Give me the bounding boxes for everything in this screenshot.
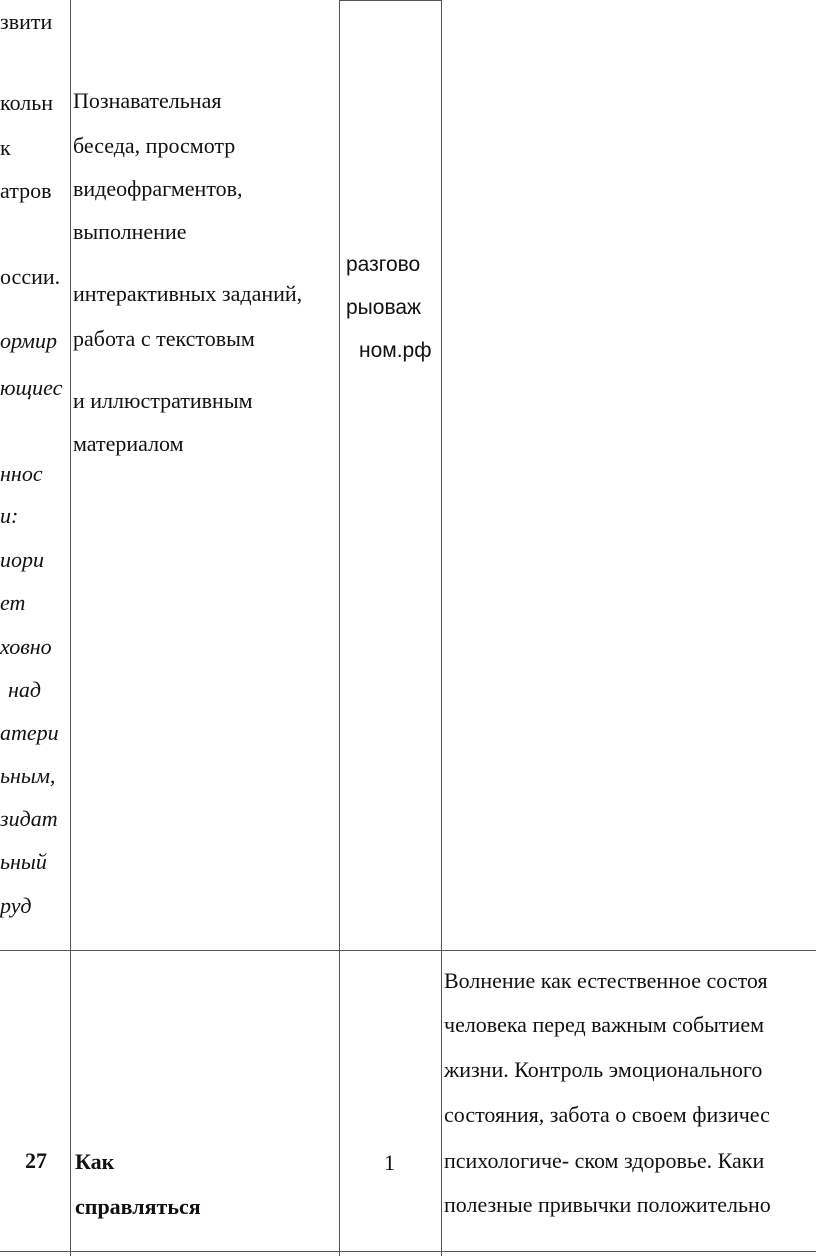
activities-line: выполнение <box>73 219 187 244</box>
table-border-activities-col <box>339 0 340 1256</box>
activities-line: интерактивных заданий, <box>73 281 303 306</box>
lesson-content-line: жизни. Контроль эмоционального <box>444 1057 763 1082</box>
col1-italic-fragment: иори <box>0 547 44 572</box>
lesson-title-line: справляться <box>75 1194 201 1219</box>
col1-italic-fragment: ьным, <box>0 763 56 788</box>
table-bottom-border <box>0 1251 816 1252</box>
col1-italic-fragment: атери <box>0 720 59 745</box>
lesson-content-line: Волнение как естественное состоя <box>444 968 768 993</box>
col1-fragment: кольн <box>0 90 54 115</box>
resource-line: рыоваж <box>346 296 422 319</box>
lesson-content-line: психологиче- ском здоровье. Каки <box>444 1148 765 1173</box>
col1-italic-fragment: ет <box>0 590 26 615</box>
col1-fragment: звити <box>0 9 53 34</box>
col1-fragment: к <box>0 135 11 160</box>
col1-fragment: оссии. <box>0 264 61 289</box>
activities-line: работа с текстовым <box>73 326 255 351</box>
col1-italic-fragment: и: <box>0 503 19 528</box>
row-number: 27 <box>25 1148 47 1173</box>
activities-line: Познавательная <box>73 88 222 113</box>
table-border-resource-col <box>441 0 442 1256</box>
activities-line: и иллюстративным <box>73 388 253 413</box>
table-row-top-border <box>339 0 442 1</box>
col1-italic-fragment: руд <box>0 893 32 918</box>
activities-line: беседа, просмотр <box>73 133 236 158</box>
col1-italic-fragment: ннос <box>0 461 43 486</box>
table-border-left-col <box>70 0 71 1256</box>
lesson-content-line: состояния, забота о своем физичес <box>444 1102 770 1127</box>
lesson-hours: 1 <box>384 1150 395 1175</box>
table-row-divider <box>0 950 816 951</box>
resource-line: разгово <box>346 253 421 276</box>
lesson-title-line: Как <box>75 1149 115 1174</box>
col1-italic-fragment: зидат <box>0 806 58 831</box>
col1-fragment: атров <box>0 178 52 203</box>
col1-italic-fragment: над <box>8 677 42 702</box>
activities-line: видеофрагментов, <box>73 176 243 201</box>
col1-italic-fragment: ьный <box>0 849 47 874</box>
activities-line: материалом <box>73 431 184 456</box>
col1-italic-fragment: ховно <box>0 634 52 659</box>
lesson-content-line: человека перед важным событием <box>444 1012 765 1037</box>
col1-italic-fragment: ормир <box>0 328 57 353</box>
col1-italic-fragment: ющиес <box>0 375 63 400</box>
lesson-content-line: полезные привычки положительно <box>444 1192 771 1217</box>
resource-line: ном.рф <box>359 339 432 362</box>
